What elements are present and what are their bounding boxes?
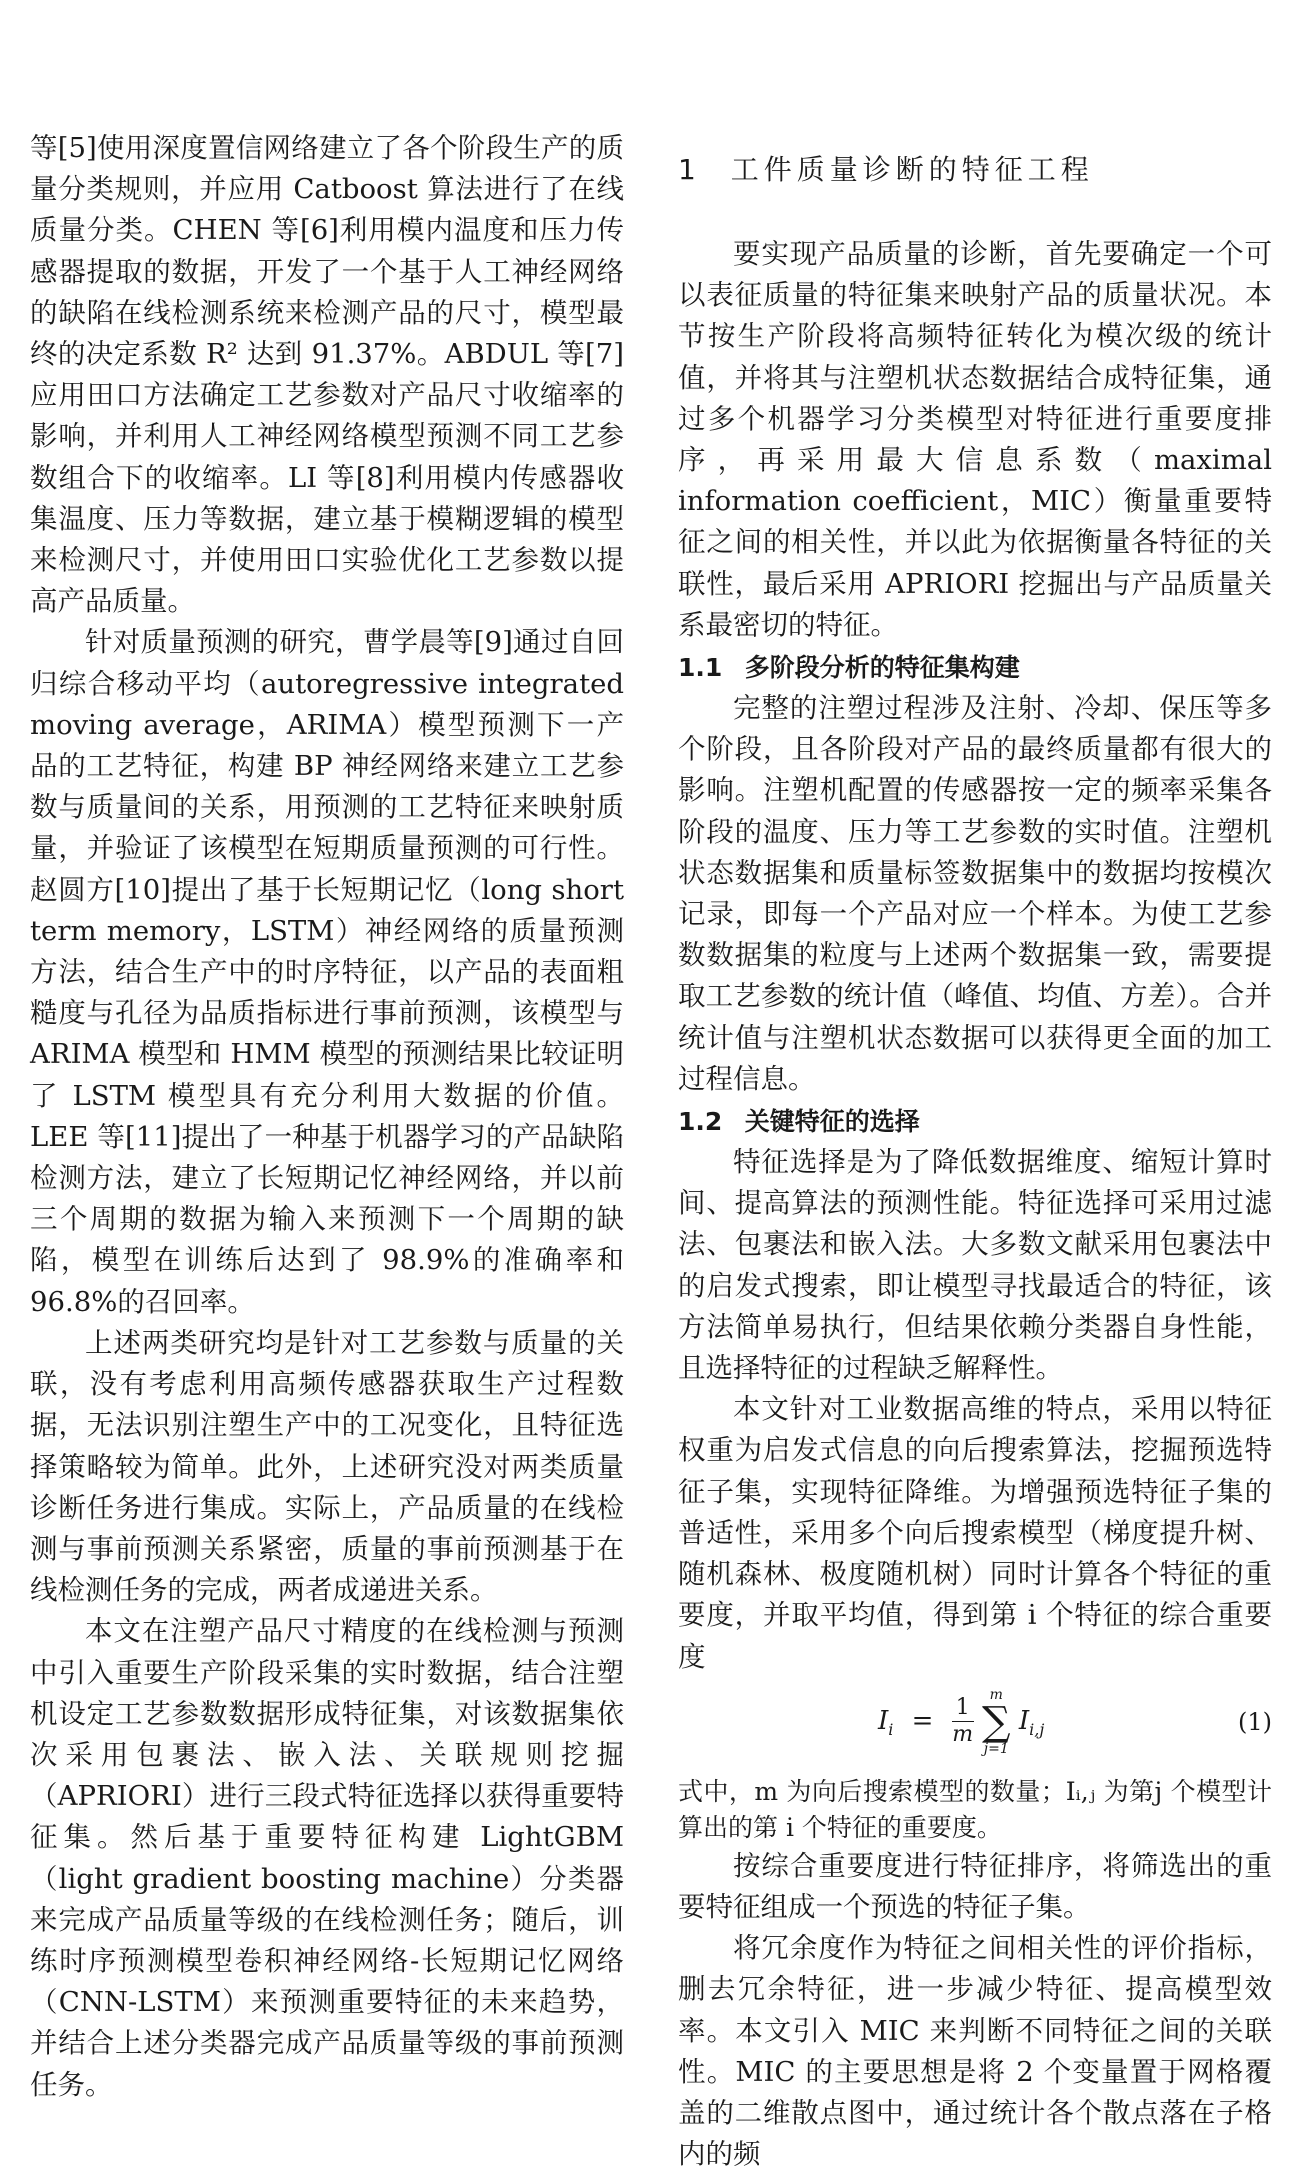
sigma-icon: ∑ [982,1698,1011,1745]
left-column [30,128,624,2106]
section-heading [678,150,1272,190]
eq-sum [982,1688,1011,1756]
equation-number: (1) [1238,1707,1272,1736]
equation-note: 式中，m 为向后搜索模型的数量；Iᵢ,ⱼ 为第j 个模型计算出的第 i 个特征的重要度。 [678,1776,1272,1842]
subsection-number: 1.1 [678,653,723,683]
paragraph: 等[5]使用深度置信网络建立了各个阶段生产的质量分类规则，并应用 Catboost 算法进行了在线质量分类。CHEN 等[6]利用模内温度和压力传感器提取的数据，开发了一个基于人工神经网络的缺陷在线检测系统来检测产品的尺寸，模型最终的决定系数 R² 达到 91.37%。ABDUL 等[7]应用田口方法确定工艺参数对产品尺寸收缩率的影响，并利用人工神经网络模型预测不同工艺参数组合下的收缩率。LI 等[8]利用模内传感器收集温度、压力等数据，建立基于模糊逻辑的模型来检测尺寸，并使用田口实验优化工艺参数以提高产品质量。 [30,132,624,618]
paragraph: 针对质量预测的研究，曹学晨等[9]通过自回归综合移动平均（autoregressive integrated moving average，ARIMA）模型预测下一产品的工艺特征，构建 BP 神经网络来建立工艺参数与质量间的关系，用预测的工艺特征来映射质量，并验证了该模型在短期质量预测的可行性。赵圆方[10]提出了基于长短期记忆（long short term memory，LSTM）神经网络的质量预测方法，结合生产中的时序特征，以产品的表面粗糙度与孔径为品质指标进行事前预测，该模型与 ARIMA 模型和 HMM 模型的预测结果比较证明了 LSTM 模型具有充分利用大数据的价值。LEE 等[11]提出了一种基于机器学习的产品缺陷检测方法，建立了长短期记忆神经网络，并以前三个周期的数据为输入来预测下一个周期的缺陷，模型在训练后达到了 98.9%的准确率和 96.8%的召回率。 [30,626,624,1318]
subsection-title: 关键特征的选择 [744,1107,920,1137]
eq-equals: = [911,1705,934,1736]
eq-denominator: m [952,1722,974,1748]
eq-lhs-sub: i [888,1719,894,1739]
eq-numerator: 1 [952,1695,974,1722]
eq-term: I [1018,1705,1030,1736]
paragraph: 本文针对工业数据高维的特点，采用以特征权重为启发式信息的向后搜索算法，挖掘预选特征子集，实现特征降维。为增强预选特征子集的普适性，采用多个向后搜索模型（梯度提升树、随机森林、极度随机树）同时计算各个特征的重要度，并取平均值，得到第 i 个特征的综合重要度 [678,1393,1272,1673]
paragraph: 将冗余度作为特征之间相关性的评价指标，删去冗余特征，进一步减少特征、提高模型效率。本文引入 MIC 来判断不同特征之间的关联性。MIC 的主要思想是将 2 个变量置于网格覆盖的二维散点图中，通过统计各个散点落在子格内的频 [678,1932,1272,2171]
section-number: 1 [678,153,701,186]
subsection-number: 1.2 [678,1107,723,1137]
section-title: 工件质量诊断的特征工程 [730,153,1094,186]
eq-sum-top: m [989,1686,1003,1703]
eq-sum-bottom: j=1 [983,1740,1009,1757]
subsection-heading [678,648,1272,688]
eq-term-sub: i,j [1029,1719,1045,1739]
paragraph: 本文在注塑产品尺寸精度的在线检测与预测中引入重要生产阶段采集的实时数据，结合注塑机设定工艺参数数据形成特征集，对该数据集依次采用包裹法、嵌入法、关联规则挖掘（APRIORI）进行三段式特征选择以获得重要特征集。然后基于重要特征构建 LightGBM（light gradient boosting machine）分类器来完成产品质量等级的在线检测任务；随后，训练时序预测模型卷积神经网络-长短期记忆网络（CNN-LSTM）来预测重要特征的未来趋势，并结合上述分类器完成产品质量等级的事前预测任务。 [30,1615,624,2101]
equation [678,1678,1272,1774]
paragraph: 完整的注塑过程涉及注射、冷却、保压等多个阶段，且各阶段对产品的最终质量都有很大的影响。注塑机配置的传感器按一定的频率采集各阶段的温度、压力等工艺参数的实时值。注塑机状态数据集和质量标签数据集中的数据均按模次记录，即每一个产品对应一个样本。为使工艺参数数据集的粒度与上述两个数据集一致，需要提取工艺参数的统计值（峰值、均值、方差）。合并统计值与注塑机状态数据可以获得更全面的加工过程信息。 [678,692,1272,1095]
paragraph: 要实现产品质量的诊断，首先要确定一个可以表征质量的特征集来映射产品的质量状况。本节按生产阶段将高频特征转化为模次级的统计值，并将其与注塑机状态数据结合成特征集，通过多个机器学习分类模型对特征进行重要度排序，再采用最大信息系数（maximal information coefficient，MIC）衡量重要特征之间的相关性，并以此为依据衡量各特征的关联性，最后采用 APRIORI 挖掘出与产品质量关系最密切的特征。 [678,238,1272,641]
paragraph: 按综合重要度进行特征排序，将筛选出的重要特征组成一个预选的特征子集。 [678,1849,1272,1923]
eq-fraction [952,1695,974,1748]
paragraph: 上述两类研究均是针对工艺参数与质量的关联，没有考虑利用高频传感器获取生产过程数据，无法识别注塑生产中的工况变化，且特征选择策略较为简单。此外，上述研究没对两类质量诊断任务进行集成。实际上，产品质量的在线检测与事前预测关系紧密，质量的事前预测基于在线检测任务的完成，两者成递进关系。 [30,1326,624,1607]
right-column [678,150,1272,2175]
paragraph: 特征选择是为了降低数据维度、缩短计算时间、提高算法的预测性能。特征选择可采用过滤法、包裹法和嵌入法。大多数文献采用包裹法中的启发式搜索，即让模型寻找最适合的特征，该方法简单易执行，但结果依赖分类器自身性能，且选择特征的过程缺乏解释性。 [678,1146,1272,1385]
subsection-heading [678,1102,1272,1142]
subsection-title: 多阶段分析的特征集构建 [744,653,1020,683]
eq-lhs: I [878,1705,889,1736]
